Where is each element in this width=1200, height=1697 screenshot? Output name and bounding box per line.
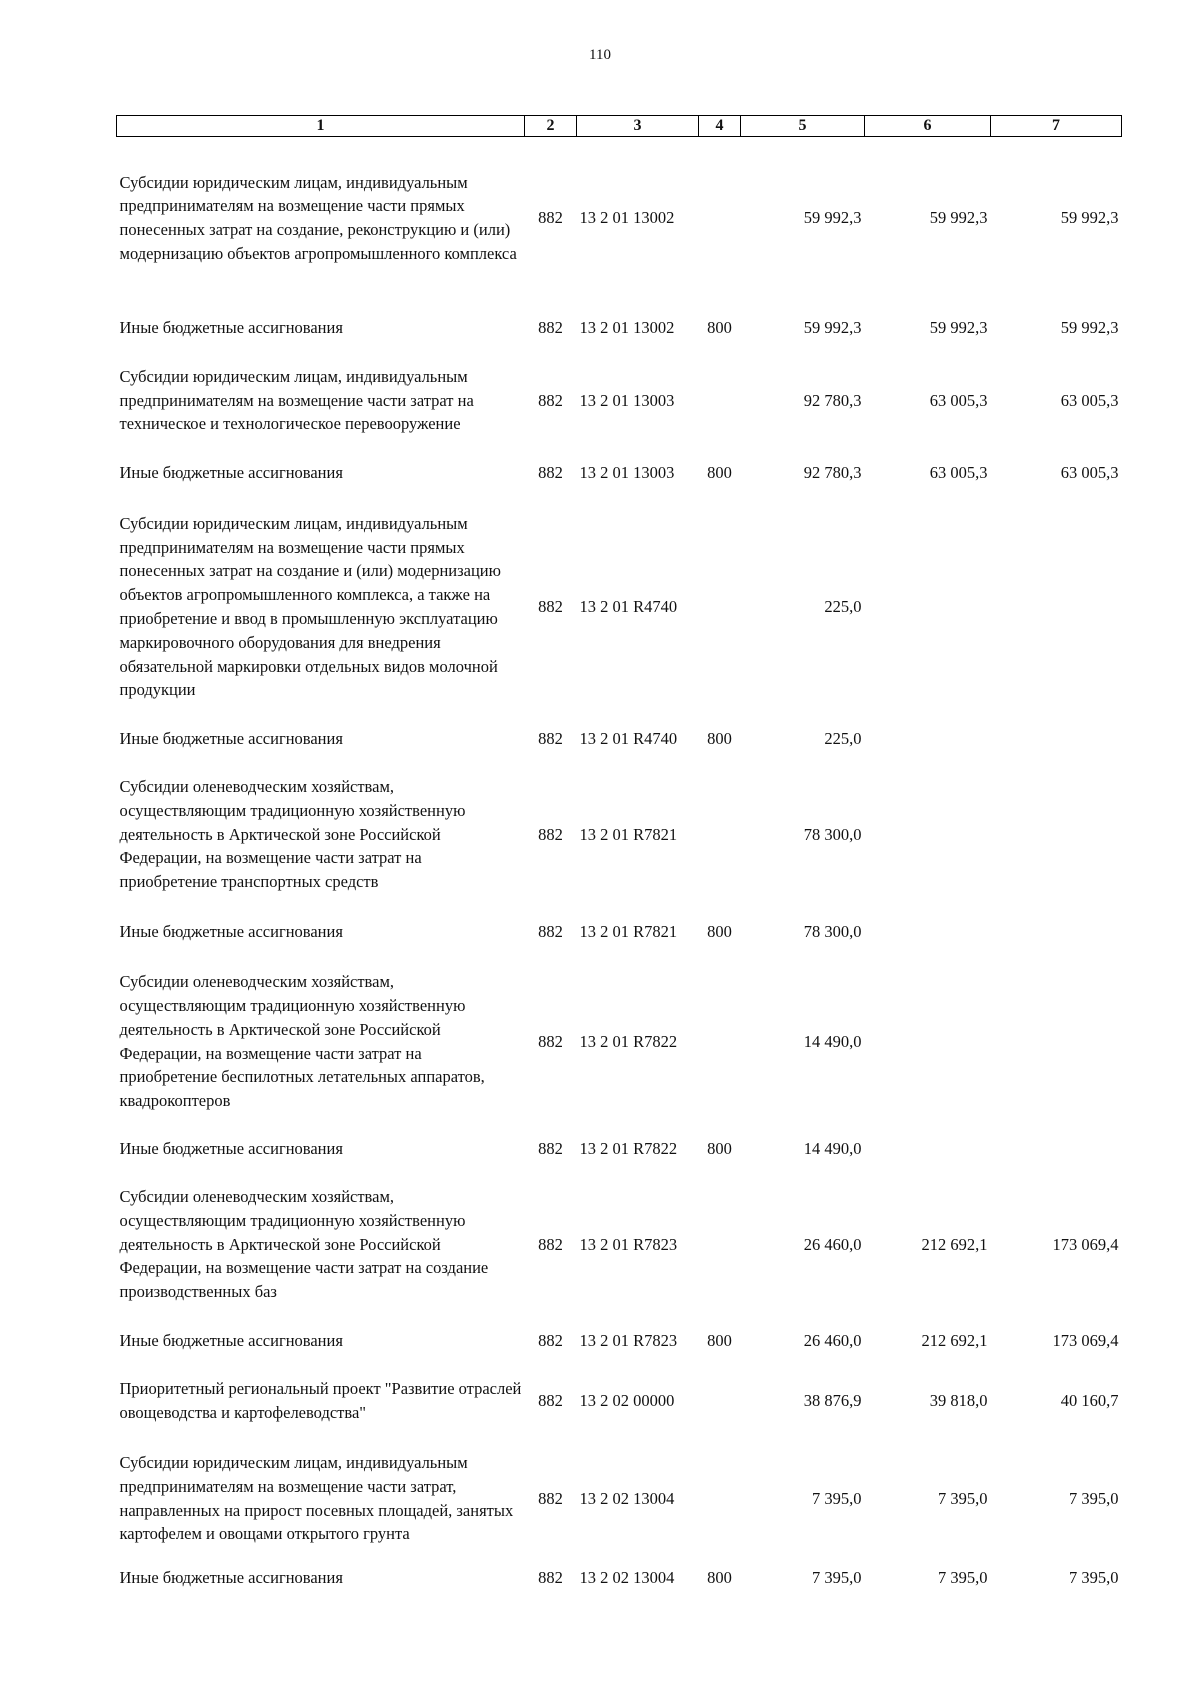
table-row [117, 763, 1122, 907]
amount-col6 [865, 500, 991, 715]
target-code: 13 2 01 13002 [579, 317, 675, 337]
expense-type [699, 137, 741, 300]
target-code: 13 2 01 R4740 [579, 728, 678, 748]
amount-col6: 212 692,1 [921, 1331, 988, 1351]
amount-col6 [865, 763, 991, 907]
table-row [117, 907, 1122, 957]
expense-type [699, 1439, 741, 1559]
amount-col7: 7 395,0 [1069, 1488, 1119, 1508]
amount-col6: 39 818,0 [929, 1391, 988, 1411]
amount-col6: 7 395,0 [938, 1567, 988, 1587]
expense-type [699, 1364, 741, 1439]
amount-col6: 63 005,3 [929, 462, 988, 482]
amount-col7: 59 992,3 [1060, 208, 1119, 228]
row-name: Приоритетный региональный проект "Развитие отраслей овощеводства и картофелеводства" [119, 1379, 522, 1422]
table-row [117, 300, 1122, 356]
target-code: 13 2 02 00000 [579, 1391, 675, 1411]
target-code: 13 2 01 R7822 [579, 1138, 678, 1158]
column-header: 3 [577, 116, 699, 137]
amount-col7 [991, 907, 1122, 957]
amount-col7 [991, 500, 1122, 715]
amount-col7 [991, 715, 1122, 763]
target-code: 13 2 02 13004 [579, 1488, 675, 1508]
amount-col7 [991, 957, 1122, 1127]
expense-type: 800 [707, 1138, 732, 1158]
row-name: Субсидии юридическим лицам, индивидуальным предпринимателям на возмещение части прямых понесенных затрат на создание, реконструкцию и (или) модернизацию объектов агропромышленного комплекса [119, 172, 517, 264]
amount-col6: 212 692,1 [921, 1234, 988, 1254]
expense-type: 800 [707, 728, 732, 748]
table-row [117, 1127, 1122, 1171]
amount-col5: 14 490,0 [803, 1138, 862, 1158]
target-code: 13 2 01 R7821 [579, 921, 678, 941]
amount-col5: 59 992,3 [803, 208, 862, 228]
amount-col6: 59 992,3 [929, 317, 988, 337]
target-code: 13 2 02 13004 [579, 1567, 675, 1587]
target-code: 13 2 01 13003 [579, 462, 675, 482]
amount-col7: 173 069,4 [1052, 1331, 1119, 1351]
column-header: 1 [117, 116, 525, 137]
target-code: 13 2 01 R7823 [579, 1234, 678, 1254]
row-name: Иные бюджетные ассигнования [119, 1138, 343, 1158]
table-row [117, 500, 1122, 715]
expense-type [699, 957, 741, 1127]
amount-col7: 63 005,3 [1060, 390, 1119, 410]
table-row [117, 137, 1122, 300]
ministry-code: 882 [538, 1391, 563, 1411]
amount-col6 [865, 957, 991, 1127]
column-header: 7 [991, 116, 1122, 137]
expense-type [699, 763, 741, 907]
page-number: 110 [589, 47, 611, 63]
ministry-code: 882 [538, 1567, 563, 1587]
table-row [117, 1171, 1122, 1319]
amount-col5: 38 876,9 [803, 1391, 862, 1411]
amount-col5: 26 460,0 [803, 1331, 862, 1351]
row-name: Субсидии юридическим лицам, индивидуальным предпринимателям на возмещение части затрат на техническое и технологическое перевооружение [119, 366, 474, 434]
ministry-code: 882 [538, 1234, 563, 1254]
expense-type [699, 500, 741, 715]
column-header: 2 [525, 116, 577, 137]
row-name: Иные бюджетные ассигнования [119, 1567, 343, 1587]
ministry-code: 882 [538, 1331, 563, 1351]
amount-col6: 59 992,3 [929, 208, 988, 228]
expense-type: 800 [707, 921, 732, 941]
amount-col7: 7 395,0 [1069, 1567, 1119, 1587]
amount-col6 [865, 1127, 991, 1171]
expense-type: 800 [707, 317, 732, 337]
amount-col5: 78 300,0 [803, 824, 862, 844]
ministry-code: 882 [538, 921, 563, 941]
ministry-code: 882 [538, 317, 563, 337]
column-header: 5 [741, 116, 865, 137]
amount-col5: 14 490,0 [803, 1031, 862, 1051]
amount-col7: 59 992,3 [1060, 317, 1119, 337]
table-row [117, 1319, 1122, 1364]
ministry-code: 882 [538, 824, 563, 844]
target-code: 13 2 01 13002 [579, 208, 675, 228]
expense-type [699, 1171, 741, 1319]
amount-col6 [865, 715, 991, 763]
row-name: Субсидии оленеводческим хозяйствам, осуществляющим традиционную хозяйственную деятельность в Арктической зоне Российской Федерации, на возмещение части затрат на приобретение беспилотных летательных аппаратов, квадрокоптеров [119, 972, 485, 1111]
row-name: Субсидии оленеводческим хозяйствам, осуществляющим традиционную хозяйственную деятельность в Арктической зоне Российской Федерации, на возмещение части затрат на создание производственных баз [119, 1187, 489, 1302]
row-name: Иные бюджетные ассигнования [119, 1331, 343, 1351]
amount-col6: 63 005,3 [929, 390, 988, 410]
target-code: 13 2 01 R4740 [579, 597, 678, 617]
amount-col7: 63 005,3 [1060, 462, 1119, 482]
row-name: Иные бюджетные ассигнования [119, 921, 343, 941]
row-name: Субсидии юридическим лицам, индивидуальным предпринимателям на возмещение части прямых понесенных затрат на создание и (или) модернизацию объектов агропромышленного комплекса, а также на приобретение и ввод в промышленную эксплуатацию маркировочного оборудования для внедрения обязательной маркировки отдельных видов молочной продукции [119, 513, 501, 700]
row-name: Иные бюджетные ассигнования [119, 462, 343, 482]
amount-col7 [991, 763, 1122, 907]
table-row [117, 1439, 1122, 1559]
expense-type [699, 356, 741, 446]
ministry-code: 882 [538, 390, 563, 410]
target-code: 13 2 01 13003 [579, 390, 675, 410]
amount-col5: 78 300,0 [803, 921, 862, 941]
column-header: 4 [699, 116, 741, 137]
amount-col5: 225,0 [824, 728, 862, 748]
ministry-code: 882 [538, 597, 563, 617]
target-code: 13 2 01 R7822 [579, 1031, 678, 1051]
expense-type: 800 [707, 1567, 732, 1587]
row-name: Субсидии оленеводческим хозяйствам, осуществляющим традиционную хозяйственную деятельность в Арктической зоне Российской Федерации, на возмещение части затрат на приобретение транспортных средств [119, 777, 466, 892]
row-name: Иные бюджетные ассигнования [119, 317, 343, 337]
amount-col5: 59 992,3 [803, 317, 862, 337]
column-header: 6 [865, 116, 991, 137]
table-row [117, 356, 1122, 446]
amount-col5: 225,0 [824, 597, 862, 617]
row-name: Иные бюджетные ассигнования [119, 728, 343, 748]
table-row [117, 957, 1122, 1127]
amount-col7: 40 160,7 [1060, 1391, 1119, 1411]
table-row [117, 446, 1122, 500]
table-row [117, 1559, 1122, 1597]
amount-col5: 7 395,0 [812, 1567, 862, 1587]
amount-col5: 92 780,3 [803, 390, 862, 410]
target-code: 13 2 01 R7823 [579, 1331, 678, 1351]
amount-col5: 92 780,3 [803, 462, 862, 482]
amount-col5: 26 460,0 [803, 1234, 862, 1254]
target-code: 13 2 01 R7821 [579, 824, 678, 844]
row-name: Субсидии юридическим лицам, индивидуальным предпринимателям на возмещение части затрат, направленных на прирост посевных площадей, занятых картофелем и овощами открытого грунта [119, 1452, 514, 1544]
amount-col6: 7 395,0 [938, 1488, 988, 1508]
expense-type: 800 [707, 462, 732, 482]
ministry-code: 882 [538, 462, 563, 482]
budget-table [116, 115, 1122, 1597]
header-row [117, 116, 1122, 137]
table-row [117, 1364, 1122, 1439]
ministry-code: 882 [538, 208, 563, 228]
ministry-code: 882 [538, 1138, 563, 1158]
amount-col6 [865, 907, 991, 957]
ministry-code: 882 [538, 1488, 563, 1508]
amount-col7: 173 069,4 [1052, 1234, 1119, 1254]
amount-col5: 7 395,0 [812, 1488, 862, 1508]
expense-type: 800 [707, 1331, 732, 1351]
ministry-code: 882 [538, 728, 563, 748]
ministry-code: 882 [538, 1031, 563, 1051]
amount-col7 [991, 1127, 1122, 1171]
table-row [117, 715, 1122, 763]
